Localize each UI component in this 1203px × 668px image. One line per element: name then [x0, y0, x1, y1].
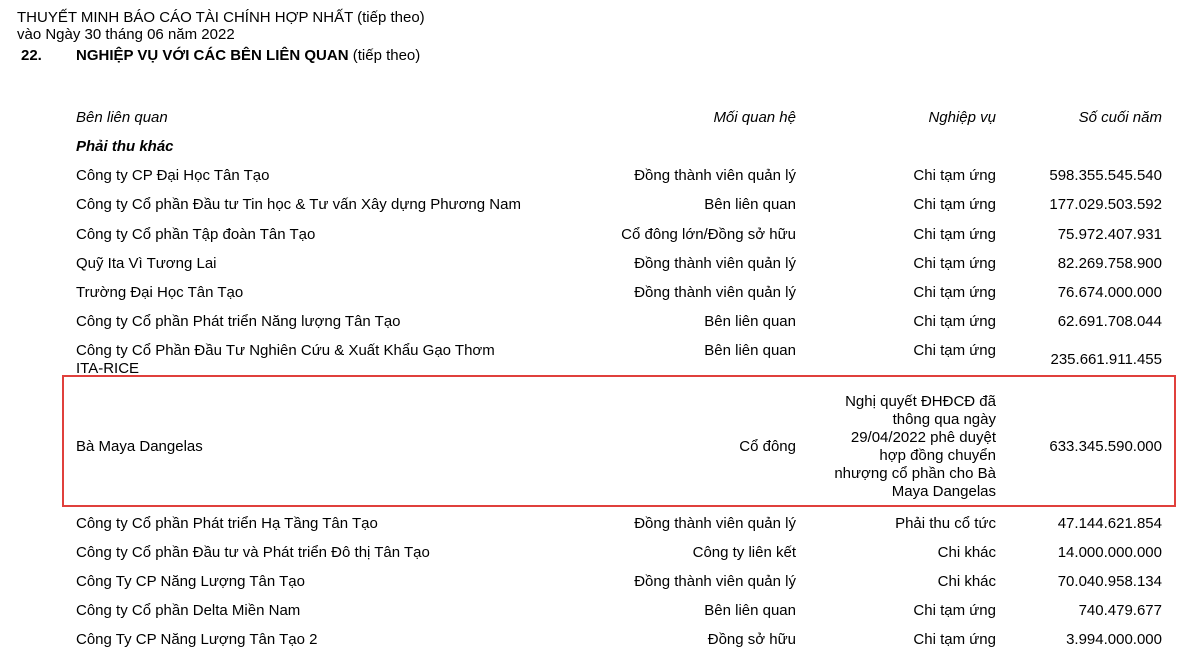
- party-name: Công ty Cổ phần Đầu tư và Phát triển Đô thị Tân Tạo: [76, 544, 430, 561]
- col-header-balance: Số cuối năm: [1078, 109, 1162, 126]
- section-number: 22.: [21, 47, 42, 64]
- relationship: Cổ đông: [739, 438, 796, 455]
- party-name: Công ty Cổ phần Phát triển Năng lượng Tân Tạo: [76, 313, 401, 330]
- relationship: Cổ đông lớn/Đồng sở hữu: [621, 226, 796, 243]
- relationship: Đồng thành viên quản lý: [634, 284, 796, 301]
- relationship: Bên liên quan: [704, 313, 796, 330]
- transaction-line: nhượng cổ phần cho Bà: [834, 465, 996, 482]
- transaction: Chi tạm ứng: [913, 196, 996, 213]
- transaction-line: Maya Dangelas: [891, 483, 996, 500]
- balance: 82.269.758.900: [1057, 255, 1162, 272]
- transaction: Chi tạm ứng: [913, 255, 996, 272]
- balance: 3.994.000.000: [1066, 631, 1162, 648]
- party-name: Công ty Cổ phần Delta Miền Nam: [76, 602, 301, 619]
- balance: 633.345.590.000: [1049, 438, 1162, 455]
- transaction: Chi tạm ứng: [913, 226, 996, 243]
- relationship: Đồng sở hữu: [707, 631, 796, 648]
- party-name: Trường Đại Học Tân Tạo: [76, 284, 244, 301]
- highlight-box: [62, 375, 1176, 507]
- section-title: [76, 47, 420, 64]
- party-name: Quỹ Ita Vì Tương Lai: [76, 255, 217, 272]
- group-label: Phải thu khác: [76, 138, 174, 155]
- transaction: Chi tạm ứng: [913, 313, 996, 330]
- relationship: Đồng thành viên quản lý: [634, 255, 796, 272]
- report-date: vào Ngày 30 tháng 06 năm 2022: [17, 26, 235, 43]
- balance: 598.355.545.540: [1049, 167, 1162, 184]
- transaction: Phải thu cổ tức: [895, 515, 996, 532]
- relationship: Đồng thành viên quản lý: [634, 167, 796, 184]
- section-subtitle: (tiếp theo): [348, 47, 421, 64]
- relationship: Đồng thành viên quản lý: [634, 573, 796, 590]
- transaction: Chi khác: [937, 544, 996, 561]
- relationship: Công ty liên kết: [692, 544, 796, 561]
- party-name: Bà Maya Dangelas: [76, 438, 203, 455]
- section-title-text: NGHIỆP VỤ VỚI CÁC BÊN LIÊN QUAN: [76, 47, 349, 64]
- balance: 76.674.000.000: [1057, 284, 1162, 301]
- transaction: Chi tạm ứng: [913, 342, 996, 359]
- balance: 75.972.407.931: [1057, 226, 1162, 243]
- party-name: Công ty Cổ Phần Đầu Tư Nghiên Cứu & Xuất Khẩu Gạo Thơm: [76, 342, 495, 359]
- relationship: Bên liên quan: [704, 196, 796, 213]
- col-header-party: Bên liên quan: [76, 109, 168, 126]
- party-name: Công ty CP Đại Học Tân Tạo: [76, 167, 270, 184]
- transaction: Chi tạm ứng: [913, 167, 996, 184]
- col-header-relationship: Mối quan hệ: [713, 109, 796, 126]
- balance: 47.144.621.854: [1057, 515, 1162, 532]
- party-name: Công ty Cổ phần Đầu tư Tin học & Tư vấn Xây dựng Phương Nam: [76, 196, 521, 213]
- relationship: Đồng thành viên quản lý: [634, 515, 796, 532]
- transaction: Chi tạm ứng: [913, 602, 996, 619]
- party-name: Công ty Cổ phần Phát triển Hạ Tầng Tân Tạo: [76, 515, 378, 532]
- balance: 70.040.958.134: [1057, 573, 1162, 590]
- relationship: Bên liên quan: [704, 342, 796, 359]
- party-name: Công ty Cổ phần Tập đoàn Tân Tạo: [76, 226, 316, 243]
- transaction: Chi khác: [937, 573, 996, 590]
- relationship: Bên liên quan: [704, 602, 796, 619]
- transaction-line: 29/04/2022 phê duyệt: [850, 429, 996, 446]
- transaction-line: Nghị quyết ĐHĐCĐ đã: [845, 393, 996, 410]
- party-name: Công Ty CP Năng Lượng Tân Tạo 2: [76, 631, 318, 648]
- party-name: Công Ty CP Năng Lượng Tân Tạo: [76, 573, 305, 590]
- transaction: Chi tạm ứng: [913, 631, 996, 648]
- report-title: THUYẾT MINH BÁO CÁO TÀI CHÍNH HỢP NHẤT (tiếp theo): [17, 9, 425, 26]
- balance: 177.029.503.592: [1049, 196, 1162, 213]
- balance: 14.000.000.000: [1057, 544, 1162, 561]
- balance: 740.479.677: [1078, 602, 1162, 619]
- col-header-transaction: Nghiệp vụ: [928, 109, 996, 126]
- party-name-line2: ITA-RICE: [76, 360, 140, 375]
- balance: 235.661.911.455: [1050, 351, 1162, 368]
- balance: 62.691.708.044: [1057, 313, 1162, 330]
- transaction-line: thông qua ngày: [892, 411, 996, 428]
- transaction: Chi tạm ứng: [913, 284, 996, 301]
- transaction-line: hợp đồng chuyển: [879, 447, 996, 464]
